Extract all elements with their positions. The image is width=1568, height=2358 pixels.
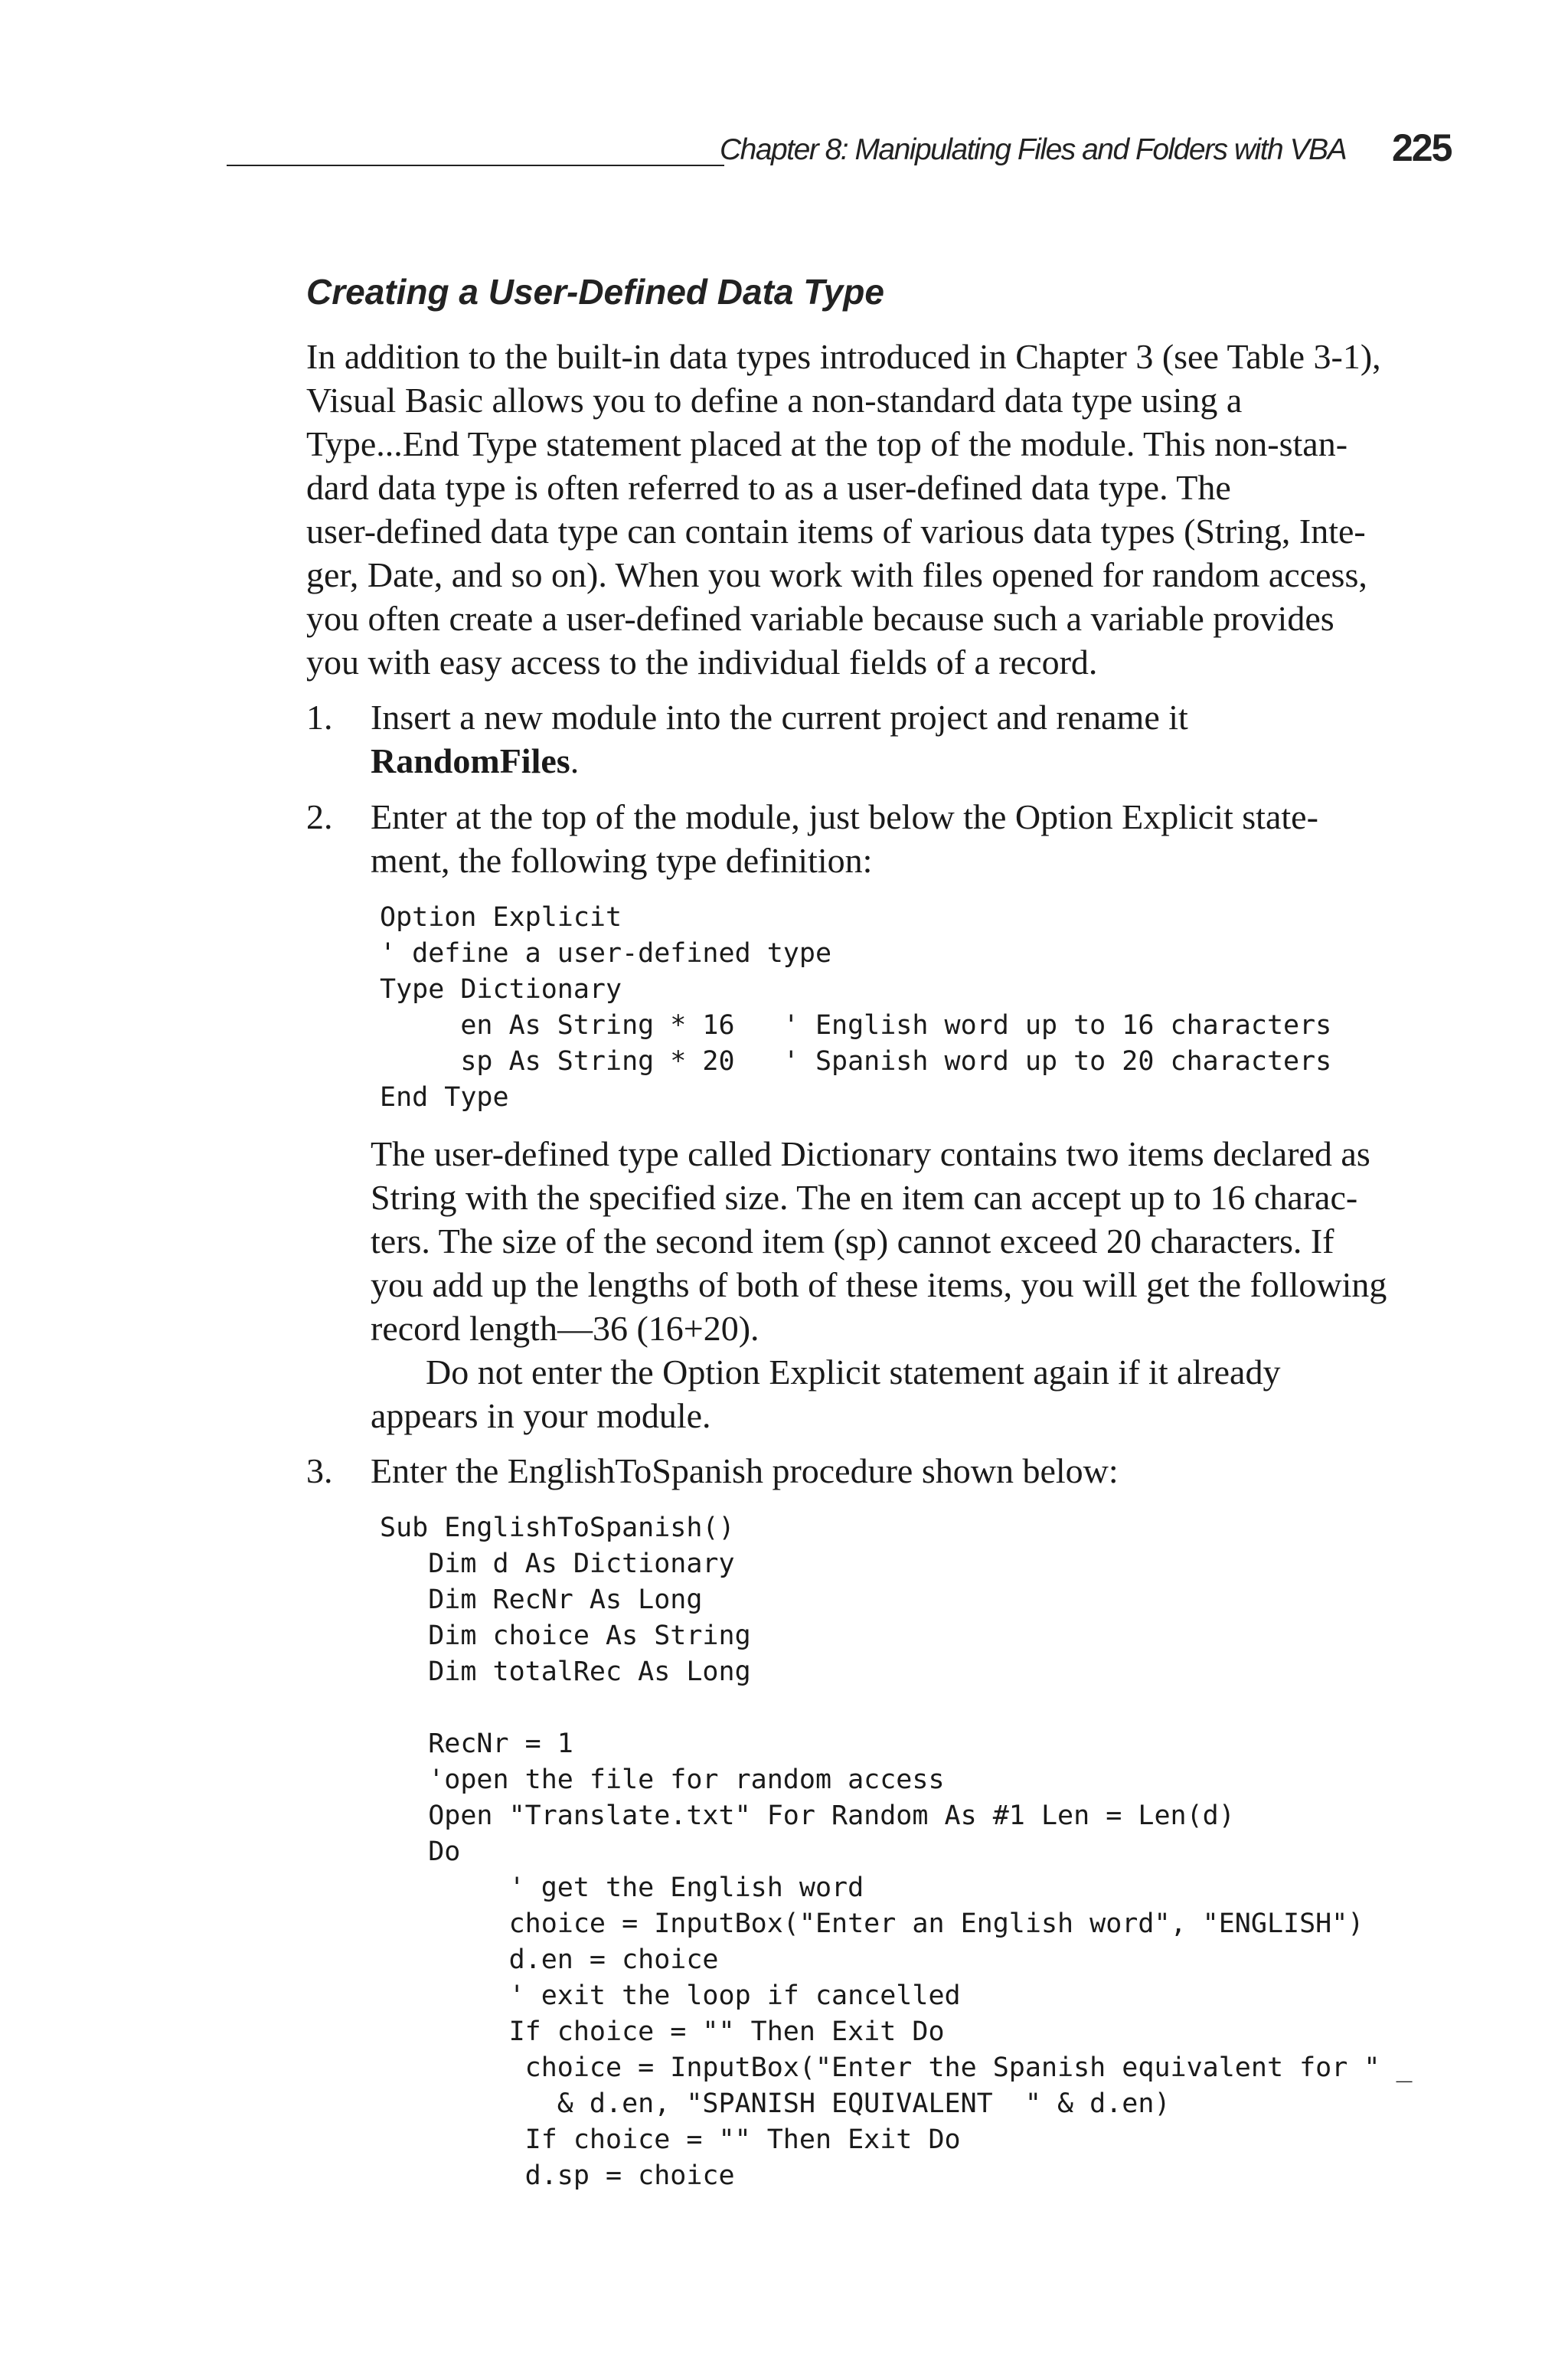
step-text-line: Enter the EnglishToSpanish procedure shown below: bbox=[371, 1451, 1119, 1490]
code-line: & d.en, "SPANISH EQUIVALENT " & d.en) bbox=[380, 2088, 1171, 2119]
code-line: en As String * 16 ' English word up to 16 characters bbox=[380, 1010, 1332, 1041]
paragraph-line: you often create a user-defined variable because such a variable provides bbox=[306, 599, 1334, 638]
paragraph-line: The user-defined type called Dictionary contains two items declared as bbox=[371, 1134, 1370, 1173]
paragraph-line: appears in your module. bbox=[371, 1396, 711, 1435]
code-line: 'open the file for random access bbox=[380, 1764, 945, 1795]
paragraph-line: you with easy access to the individual fields of a record. bbox=[306, 643, 1098, 682]
code-line: Dim totalRec As Long bbox=[380, 1656, 751, 1687]
code-line: Dim RecNr As Long bbox=[380, 1585, 703, 1615]
code-line: If choice = "" Then Exit Do bbox=[380, 2016, 945, 2047]
step-text-line bbox=[371, 739, 579, 783]
paragraph-line: user-defined data type can contain items of various data types (String, Inte- bbox=[306, 512, 1366, 551]
code-line: RecNr = 1 bbox=[380, 1728, 573, 1759]
running-header-chapter-title: Chapter 8: Manipulating Files and Folders with VBA bbox=[720, 133, 1347, 166]
module-name: RandomFiles bbox=[371, 741, 570, 780]
paragraph-line: ters. The size of the second item (sp) cannot exceed 20 characters. If bbox=[371, 1222, 1334, 1261]
paragraph-line: dard data type is often referred to as a user-defined data type. The bbox=[306, 468, 1231, 507]
code-line: ' define a user-defined type bbox=[380, 938, 832, 969]
step-number: 1. bbox=[306, 698, 333, 737]
paragraph-line: record length—36 (16+20). bbox=[371, 1309, 760, 1348]
code-line: Option Explicit bbox=[380, 902, 622, 933]
step-text-punctuation: . bbox=[570, 741, 580, 780]
paragraph-line: Do not enter the Option Explicit statement again if it already bbox=[426, 1352, 1281, 1392]
paragraph-line: Type...End Type statement placed at the top of the module. This non-stan- bbox=[306, 424, 1348, 463]
step-number: 3. bbox=[306, 1451, 333, 1490]
header-rule bbox=[227, 165, 724, 166]
paragraph-line: String with the specified size. The en item can accept up to 16 charac- bbox=[371, 1178, 1358, 1217]
paragraph-line: you add up the lengths of both of these items, you will get the following bbox=[371, 1265, 1387, 1304]
code-line: ' exit the loop if cancelled bbox=[380, 1980, 961, 2011]
code-line: sp As String * 20 ' Spanish word up to 20 characters bbox=[380, 1046, 1332, 1077]
code-line: Dim d As Dictionary bbox=[380, 1549, 735, 1579]
page-number: 225 bbox=[1392, 126, 1452, 169]
step-text-line: Enter at the top of the module, just below the Option Explicit state- bbox=[371, 797, 1318, 836]
code-line: d.sp = choice bbox=[380, 2160, 735, 2191]
code-line: choice = InputBox("Enter an English word", "ENGLISH") bbox=[380, 1908, 1364, 1939]
code-line: d.en = choice bbox=[380, 1944, 719, 1975]
paragraph-line: In addition to the built-in data types introduced in Chapter 3 (see Table 3-1), bbox=[306, 337, 1381, 376]
step-number: 2. bbox=[306, 797, 333, 836]
code-line: Do bbox=[380, 1836, 461, 1867]
step-text-line: Insert a new module into the current project and rename it bbox=[371, 698, 1188, 737]
code-line: Dim choice As String bbox=[380, 1621, 751, 1651]
code-line: choice = InputBox("Enter the Spanish equivalent for " _ bbox=[380, 2052, 1413, 2083]
code-line: End Type bbox=[380, 1082, 509, 1113]
section-heading: Creating a User-Defined Data Type bbox=[306, 272, 884, 312]
code-line: Open "Translate.txt" For Random As #1 Len = Len(d) bbox=[380, 1800, 1235, 1831]
step-text-line: ment, the following type definition: bbox=[371, 841, 873, 880]
code-line: Type Dictionary bbox=[380, 974, 622, 1005]
code-line: ' get the English word bbox=[380, 1872, 864, 1903]
code-line: Sub EnglishToSpanish() bbox=[380, 1513, 735, 1543]
code-line: If choice = "" Then Exit Do bbox=[380, 2124, 961, 2155]
paragraph-line: Visual Basic allows you to define a non-standard data type using a bbox=[306, 381, 1243, 420]
paragraph-line: ger, Date, and so on). When you work with files opened for random access, bbox=[306, 555, 1367, 594]
